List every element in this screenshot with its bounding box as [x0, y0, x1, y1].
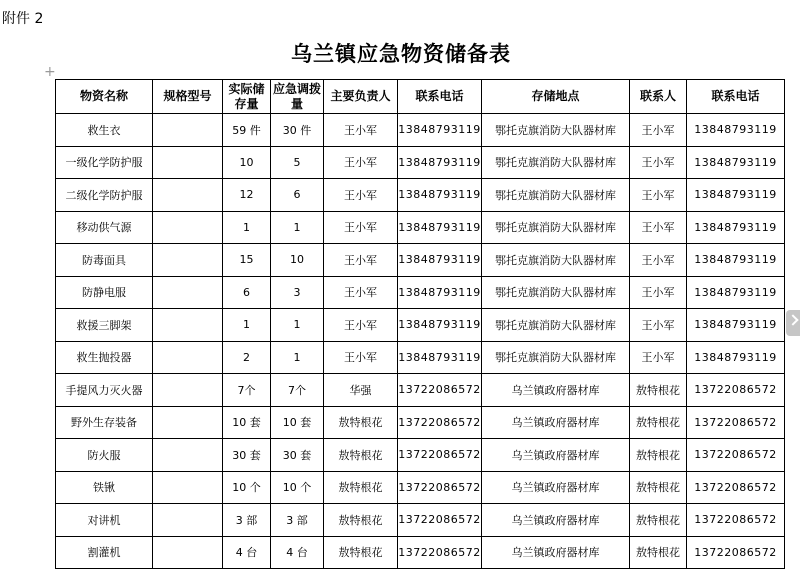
cell-actual-stock: 30 套 — [223, 439, 271, 472]
cell-contact-phone: 13722086572 — [687, 504, 785, 537]
header-cell-person-in-charge: 主要负责人 — [324, 80, 398, 114]
table-row — [56, 244, 785, 277]
cell-item-name: 铁锹 — [56, 471, 153, 504]
cell-person-in-charge: 敖特根花 — [324, 439, 398, 472]
cell-actual-stock: 2 — [223, 341, 271, 374]
table-body — [56, 114, 785, 569]
cell-item-name: 二级化学防护服 — [56, 179, 153, 212]
cell-storage-location: 鄂托克旗消防大队器材库 — [482, 341, 630, 374]
cell-storage-location: 乌兰镇政府器材库 — [482, 439, 630, 472]
cell-contact-phone: 13848793119 — [687, 341, 785, 374]
cell-item-name: 割灌机 — [56, 536, 153, 569]
cell-contact-phone: 13848793119 — [687, 211, 785, 244]
cell-contact-phone: 13722086572 — [687, 439, 785, 472]
table-row — [56, 114, 785, 147]
table-move-handle-icon[interactable]: + — [44, 64, 56, 80]
header-cell-emergency-allocation: 应急调拨量 — [271, 80, 324, 114]
cell-phone: 13848793119 — [398, 179, 482, 212]
cell-contact-phone: 13848793119 — [687, 114, 785, 147]
cell-emergency-allocation: 7个 — [271, 374, 324, 407]
cell-phone: 13848793119 — [398, 114, 482, 147]
header-cell-contact: 联系人 — [630, 80, 687, 114]
cell-phone: 13722086572 — [398, 374, 482, 407]
cell-item-name: 一级化学防护服 — [56, 146, 153, 179]
page-title: 乌兰镇应急物资储备表 — [291, 41, 511, 66]
cell-actual-stock: 1 — [223, 211, 271, 244]
cell-emergency-allocation: 30 套 — [271, 439, 324, 472]
cell-phone: 13722086572 — [398, 439, 482, 472]
cell-emergency-allocation: 1 — [271, 309, 324, 342]
cell-person-in-charge: 敖特根花 — [324, 504, 398, 537]
cell-emergency-allocation: 3 部 — [271, 504, 324, 537]
cell-contact: 敖特根花 — [630, 439, 687, 472]
cell-phone: 13848793119 — [398, 146, 482, 179]
cell-item-name: 防火服 — [56, 439, 153, 472]
cell-person-in-charge: 华强 — [324, 374, 398, 407]
cell-spec — [153, 276, 223, 309]
cell-contact: 王小军 — [630, 146, 687, 179]
table-row — [56, 341, 785, 374]
table-row — [56, 276, 785, 309]
cell-spec — [153, 309, 223, 342]
cell-spec — [153, 406, 223, 439]
cell-spec — [153, 114, 223, 147]
cell-item-name: 救生衣 — [56, 114, 153, 147]
cell-phone: 13722086572 — [398, 471, 482, 504]
cell-emergency-allocation: 10 个 — [271, 471, 324, 504]
cell-contact: 敖特根花 — [630, 536, 687, 569]
cell-contact-phone: 13848793119 — [687, 179, 785, 212]
cell-emergency-allocation: 1 — [271, 211, 324, 244]
table-row — [56, 211, 785, 244]
cell-item-name: 救生抛投器 — [56, 341, 153, 374]
cell-contact: 王小军 — [630, 179, 687, 212]
cell-actual-stock: 15 — [223, 244, 271, 277]
cell-spec — [153, 504, 223, 537]
cell-contact-phone: 13848793119 — [687, 244, 785, 277]
table-header-row — [56, 80, 785, 114]
cell-item-name: 对讲机 — [56, 504, 153, 537]
cell-contact: 敖特根花 — [630, 406, 687, 439]
cell-person-in-charge: 王小军 — [324, 244, 398, 277]
cell-spec — [153, 374, 223, 407]
cell-item-name: 移动供气源 — [56, 211, 153, 244]
cell-contact-phone: 13722086572 — [687, 471, 785, 504]
cell-emergency-allocation: 3 — [271, 276, 324, 309]
cell-emergency-allocation: 10 — [271, 244, 324, 277]
cell-contact: 王小军 — [630, 211, 687, 244]
cell-actual-stock: 12 — [223, 179, 271, 212]
header-cell-storage-location: 存储地点 — [482, 80, 630, 114]
cell-spec — [153, 211, 223, 244]
cell-storage-location: 鄂托克旗消防大队器材库 — [482, 146, 630, 179]
cell-actual-stock: 10 套 — [223, 406, 271, 439]
table-row — [56, 471, 785, 504]
cell-person-in-charge: 敖特根花 — [324, 536, 398, 569]
cell-contact-phone: 13722086572 — [687, 406, 785, 439]
cell-contact-phone: 13848793119 — [687, 309, 785, 342]
cell-person-in-charge: 敖特根花 — [324, 471, 398, 504]
cell-person-in-charge: 王小军 — [324, 309, 398, 342]
cell-emergency-allocation: 10 套 — [271, 406, 324, 439]
cell-contact: 敖特根花 — [630, 504, 687, 537]
cell-spec — [153, 471, 223, 504]
cell-person-in-charge: 王小军 — [324, 114, 398, 147]
cell-phone: 13722086572 — [398, 504, 482, 537]
side-panel-toggle[interactable] — [786, 310, 800, 336]
cell-item-name: 野外生存装备 — [56, 406, 153, 439]
cell-person-in-charge: 王小军 — [324, 211, 398, 244]
cell-contact: 王小军 — [630, 276, 687, 309]
cell-storage-location: 乌兰镇政府器材库 — [482, 504, 630, 537]
cell-item-name: 防毒面具 — [56, 244, 153, 277]
cell-storage-location: 乌兰镇政府器材库 — [482, 471, 630, 504]
cell-contact-phone: 13722086572 — [687, 536, 785, 569]
cell-contact: 敖特根花 — [630, 471, 687, 504]
cell-emergency-allocation: 1 — [271, 341, 324, 374]
table-row — [56, 536, 785, 569]
cell-spec — [153, 244, 223, 277]
cell-actual-stock: 4 台 — [223, 536, 271, 569]
cell-person-in-charge: 王小军 — [324, 146, 398, 179]
cell-phone: 13722086572 — [398, 536, 482, 569]
chevron-right-icon — [787, 314, 798, 325]
cell-storage-location: 鄂托克旗消防大队器材库 — [482, 211, 630, 244]
cell-spec — [153, 439, 223, 472]
supply-table — [55, 79, 785, 569]
cell-emergency-allocation: 30 件 — [271, 114, 324, 147]
cell-person-in-charge: 敖特根花 — [324, 406, 398, 439]
cell-contact: 王小军 — [630, 114, 687, 147]
cell-actual-stock: 3 部 — [223, 504, 271, 537]
cell-actual-stock: 10 个 — [223, 471, 271, 504]
cell-actual-stock: 6 — [223, 276, 271, 309]
cell-phone: 13848793119 — [398, 244, 482, 277]
header-cell-spec: 规格型号 — [153, 80, 223, 114]
cell-phone: 13848793119 — [398, 309, 482, 342]
cell-emergency-allocation: 6 — [271, 179, 324, 212]
cell-item-name: 手提风力灭火器 — [56, 374, 153, 407]
cell-contact: 王小军 — [630, 244, 687, 277]
cell-phone: 13848793119 — [398, 211, 482, 244]
header-cell-item-name: 物资名称 — [56, 80, 153, 114]
cell-contact-phone: 13848793119 — [687, 276, 785, 309]
cell-storage-location: 鄂托克旗消防大队器材库 — [482, 244, 630, 277]
cell-emergency-allocation: 4 台 — [271, 536, 324, 569]
table-row — [56, 504, 785, 537]
table-row — [56, 374, 785, 407]
cell-contact: 王小军 — [630, 309, 687, 342]
cell-storage-location: 乌兰镇政府器材库 — [482, 374, 630, 407]
cell-spec — [153, 146, 223, 179]
cell-actual-stock: 7个 — [223, 374, 271, 407]
cell-item-name: 防静电服 — [56, 276, 153, 309]
cell-person-in-charge: 王小军 — [324, 179, 398, 212]
attachment-label: 附件 2 — [2, 11, 44, 27]
table-row — [56, 146, 785, 179]
cell-actual-stock: 59 件 — [223, 114, 271, 147]
cell-spec — [153, 341, 223, 374]
table-row — [56, 179, 785, 212]
cell-phone: 13722086572 — [398, 406, 482, 439]
cell-storage-location: 鄂托克旗消防大队器材库 — [482, 114, 630, 147]
cell-phone: 13848793119 — [398, 276, 482, 309]
cell-storage-location: 乌兰镇政府器材库 — [482, 536, 630, 569]
cell-contact: 敖特根花 — [630, 374, 687, 407]
cell-person-in-charge: 王小军 — [324, 341, 398, 374]
cell-contact-phone: 13722086572 — [687, 374, 785, 407]
table-row — [56, 406, 785, 439]
cell-item-name: 救援三脚架 — [56, 309, 153, 342]
cell-person-in-charge: 王小军 — [324, 276, 398, 309]
header-cell-contact-phone: 联系电话 — [687, 80, 785, 114]
table-row — [56, 309, 785, 342]
cell-spec — [153, 536, 223, 569]
cell-storage-location: 鄂托克旗消防大队器材库 — [482, 276, 630, 309]
cell-storage-location: 乌兰镇政府器材库 — [482, 406, 630, 439]
header-cell-phone: 联系电话 — [398, 80, 482, 114]
cell-contact-phone: 13848793119 — [687, 146, 785, 179]
cell-actual-stock: 1 — [223, 309, 271, 342]
cell-storage-location: 鄂托克旗消防大队器材库 — [482, 309, 630, 342]
cell-spec — [153, 179, 223, 212]
cell-phone: 13848793119 — [398, 341, 482, 374]
cell-emergency-allocation: 5 — [271, 146, 324, 179]
cell-storage-location: 鄂托克旗消防大队器材库 — [482, 179, 630, 212]
table-row — [56, 439, 785, 472]
cell-actual-stock: 10 — [223, 146, 271, 179]
header-cell-actual-stock: 实际储存量 — [223, 80, 271, 114]
cell-contact: 王小军 — [630, 341, 687, 374]
